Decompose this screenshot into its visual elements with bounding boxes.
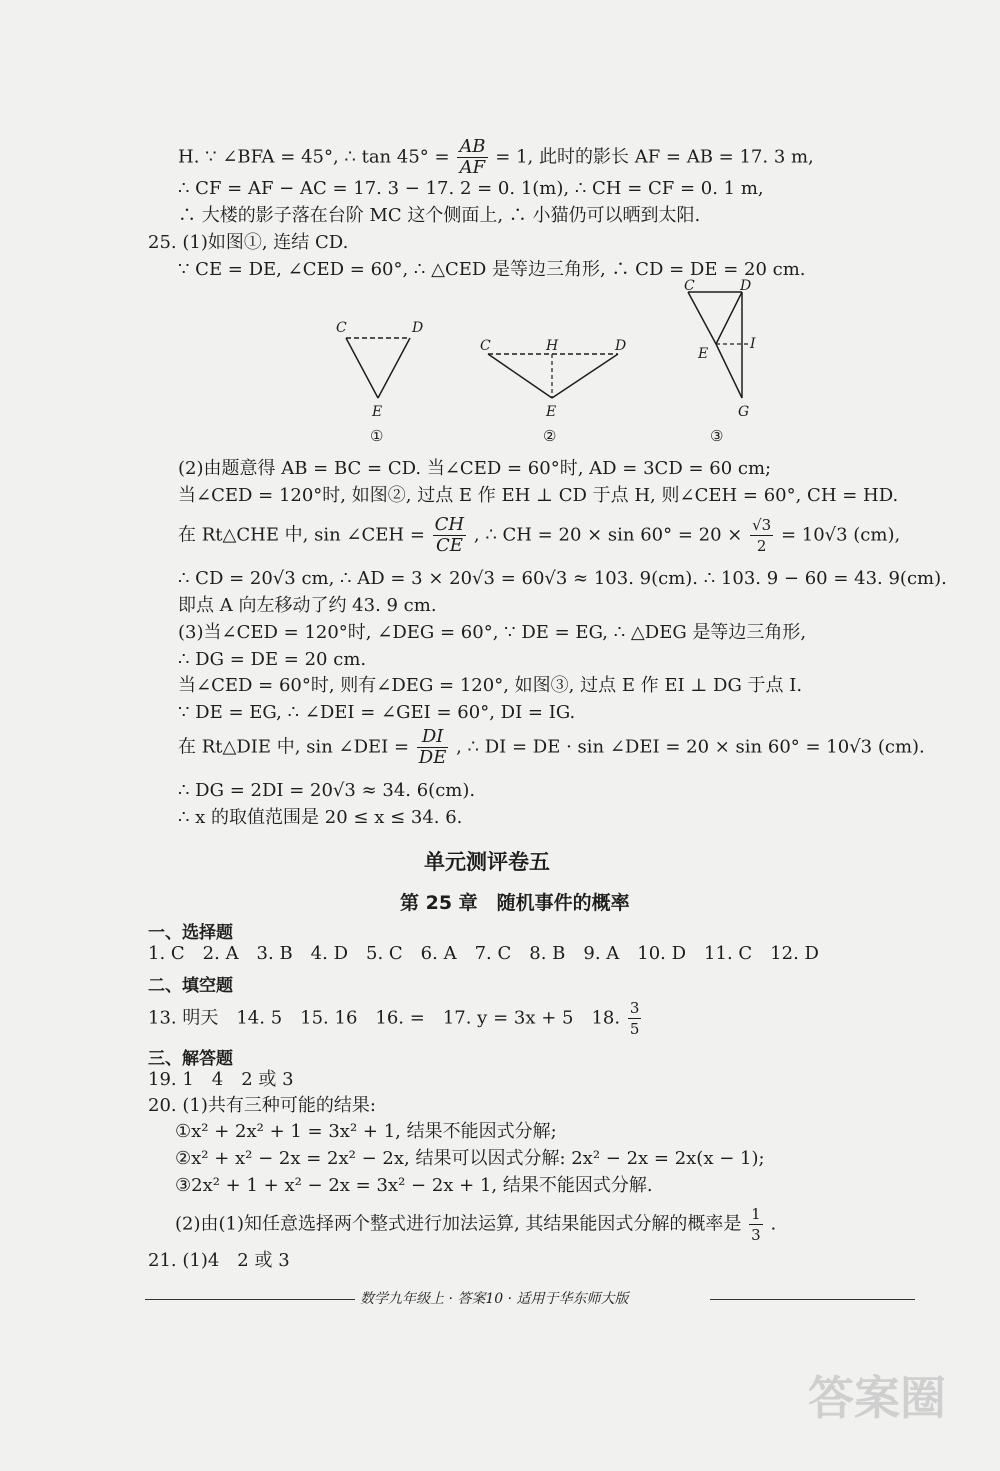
fraction-numerator: CH — [434, 514, 465, 535]
fill-answers — [148, 998, 643, 1039]
watermark-logo: 答案圈 — [808, 1371, 946, 1425]
q20-part-2-end: . — [770, 1213, 777, 1235]
section-solve: 三、解答题 — [148, 1049, 233, 1069]
line-15-a: 在 Rt△DIE 中, sin ∠DEI = — [178, 736, 415, 758]
fig2-caption: ② — [543, 427, 557, 445]
line-1 — [178, 137, 814, 178]
fig1-label-c: C — [336, 320, 347, 336]
fraction-1-3 — [749, 1204, 763, 1245]
chapter-title: 第 25 章 随机事件的概率 — [400, 892, 630, 914]
fraction-di-de — [417, 727, 449, 768]
line-12: ∴ DG = DE = 20 cm. — [178, 649, 367, 670]
line-8-c: = 10√3 (cm), — [780, 524, 901, 546]
line-9: ∴ CD = 20√3 cm, ∴ AD = 3 × 20√3 = 60√3 ≈ 103. 9(cm). ∴ 103. 9 − 60 = 43. 9(cm). — [178, 568, 947, 589]
fig3-label-c: C — [684, 278, 695, 294]
line-7: 当∠CED = 120°时, 如图②, 过点 E 作 EH ⊥ CD 于点 H, 则∠CEH = 60°, CH = HD. — [178, 485, 899, 506]
fig3-label-d: D — [740, 278, 752, 294]
q20-case-3: ③2x² + 1 + x² − 2x = 3x² − 2x + 1, 结果不能因式分解. — [175, 1175, 653, 1196]
fraction-denominator: DE — [418, 747, 447, 768]
footer-text: 数学九年级上 · 答案10 · 适用于华东师大版 — [360, 1291, 629, 1307]
fig3-label-e: E — [698, 346, 709, 362]
line-8-b: , ∴ CH = 20 × sin 60° = 20 × — [473, 524, 749, 546]
fig1-caption: ① — [370, 427, 384, 445]
fraction-numerator: 1 — [751, 1205, 761, 1223]
fig3-label-g: G — [738, 404, 750, 420]
footer-rule-left — [145, 1299, 355, 1300]
fraction-denominator: 3 — [751, 1226, 761, 1244]
q20-part-2-text: (2)由(1)知任意选择两个整式进行加法运算, 其结果能因式分解的概率是 — [175, 1213, 748, 1235]
fraction-denominator: 5 — [629, 1020, 640, 1038]
figure-1 — [336, 320, 423, 445]
line-1-b: = 1, 此时的影长 AF = AB = 17. 3 m, — [495, 146, 814, 168]
line-1-a: H. ∵ ∠BFA = 45°, ∴ tan 45° = — [178, 146, 456, 168]
q20-part-2 — [175, 1204, 776, 1245]
line-5: ∵ CE = DE, ∠CED = 60°, ∴ △CED 是等边三角形, ∴ CD = DE = 20 cm. — [178, 259, 806, 280]
page-footer — [145, 1288, 915, 1312]
fraction-numerator: 3 — [629, 999, 640, 1017]
section-choice: 一、选择题 — [148, 923, 233, 943]
fraction-sqrt3-2 — [750, 515, 773, 556]
q20-answer: 20. (1)共有三种可能的结果: — [148, 1095, 376, 1116]
fig3-caption: ③ — [710, 427, 724, 445]
q20-case-2: ②x² + x² − 2x = 2x² − 2x, 结果可以因式分解: 2x² − 2x = 2x(x − 1); — [175, 1148, 765, 1169]
line-8 — [178, 515, 900, 556]
fraction-3-5 — [628, 998, 642, 1039]
line-6: (2)由题意得 AB = BC = CD. 当∠CED = 60°时, AD = 3CD = 60 cm; — [178, 458, 772, 479]
line-14: ∵ DE = EG, ∴ ∠DEI = ∠GEI = 60°, DI = IG. — [178, 702, 576, 723]
fig3-label-i: I — [750, 336, 756, 352]
figure-2 — [480, 338, 626, 445]
line-16: ∴ DG = 2DI = 20√3 ≈ 34. 6(cm). — [178, 780, 476, 801]
choice-answers: 1. C 2. A 3. B 4. D 5. C 6. A 7. C 8. B 9. A 10. D 11. C 12. D — [148, 943, 819, 964]
q20-case-1: ①x² + 2x² + 1 = 3x² + 1, 结果不能因式分解; — [175, 1121, 557, 1142]
fraction-denominator: 2 — [756, 537, 767, 555]
line-10: 即点 A 向左移动了约 43. 9 cm. — [178, 595, 437, 616]
line-2: ∴ CF = AF − AC = 17. 3 − 17. 2 = 0. 1(m), ∴ CH = CF = 0. 1 m, — [178, 178, 764, 199]
fraction-ab-af — [457, 137, 487, 178]
line-17: ∴ x 的取值范围是 20 ≤ x ≤ 34. 6. — [178, 807, 463, 828]
geometry-figures — [320, 278, 780, 450]
fig1-label-e: E — [372, 404, 383, 420]
fraction-numerator: AB — [459, 136, 486, 157]
q21-answer: 21. (1)4 2 或 3 — [148, 1250, 290, 1271]
unit-title: 单元测评卷五 — [424, 850, 550, 874]
fraction-numerator: √3 — [752, 516, 772, 534]
fill-answers-text: 13. 明天 14. 5 15. 16 16. = 17. y = 3x + 5 18. — [148, 1007, 626, 1029]
line-15 — [178, 727, 925, 768]
fig2-label-e: E — [546, 404, 557, 420]
fraction-denominator: AF — [459, 157, 486, 178]
figure-3 — [684, 278, 756, 445]
fig2-label-c: C — [480, 338, 491, 354]
line-15-b: , ∴ DI = DE · sin ∠DEI = 20 × sin 60° = 10√3 (cm). — [456, 736, 925, 758]
line-4: 25. (1)如图①, 连结 CD. — [148, 232, 349, 253]
q19-answer: 19. 1 4 2 或 3 — [148, 1069, 294, 1090]
line-11: (3)当∠CED = 120°时, ∠DEG = 60°, ∵ DE = EG, ∴ △DEG 是等边三角形, — [178, 622, 807, 643]
fig2-label-h: H — [546, 338, 559, 354]
footer-rule-right — [710, 1299, 915, 1300]
line-13: 当∠CED = 60°时, 则有∠DEG = 120°, 如图③, 过点 E 作 EI ⊥ DG 于点 I. — [178, 675, 803, 696]
fraction-numerator: DI — [417, 727, 449, 748]
fig1-label-d: D — [412, 320, 424, 336]
line-3: ∴ 大楼的影子落在台阶 MC 这个侧面上, ∴ 小猫仍可以晒到太阳. — [178, 205, 701, 226]
fraction-ch-ce — [433, 515, 466, 556]
line-8-a: 在 Rt△CHE 中, sin ∠CEH = — [178, 524, 431, 546]
section-fill: 二、填空题 — [148, 976, 233, 996]
fig2-label-d: D — [615, 338, 627, 354]
fraction-denominator: CE — [435, 535, 463, 556]
